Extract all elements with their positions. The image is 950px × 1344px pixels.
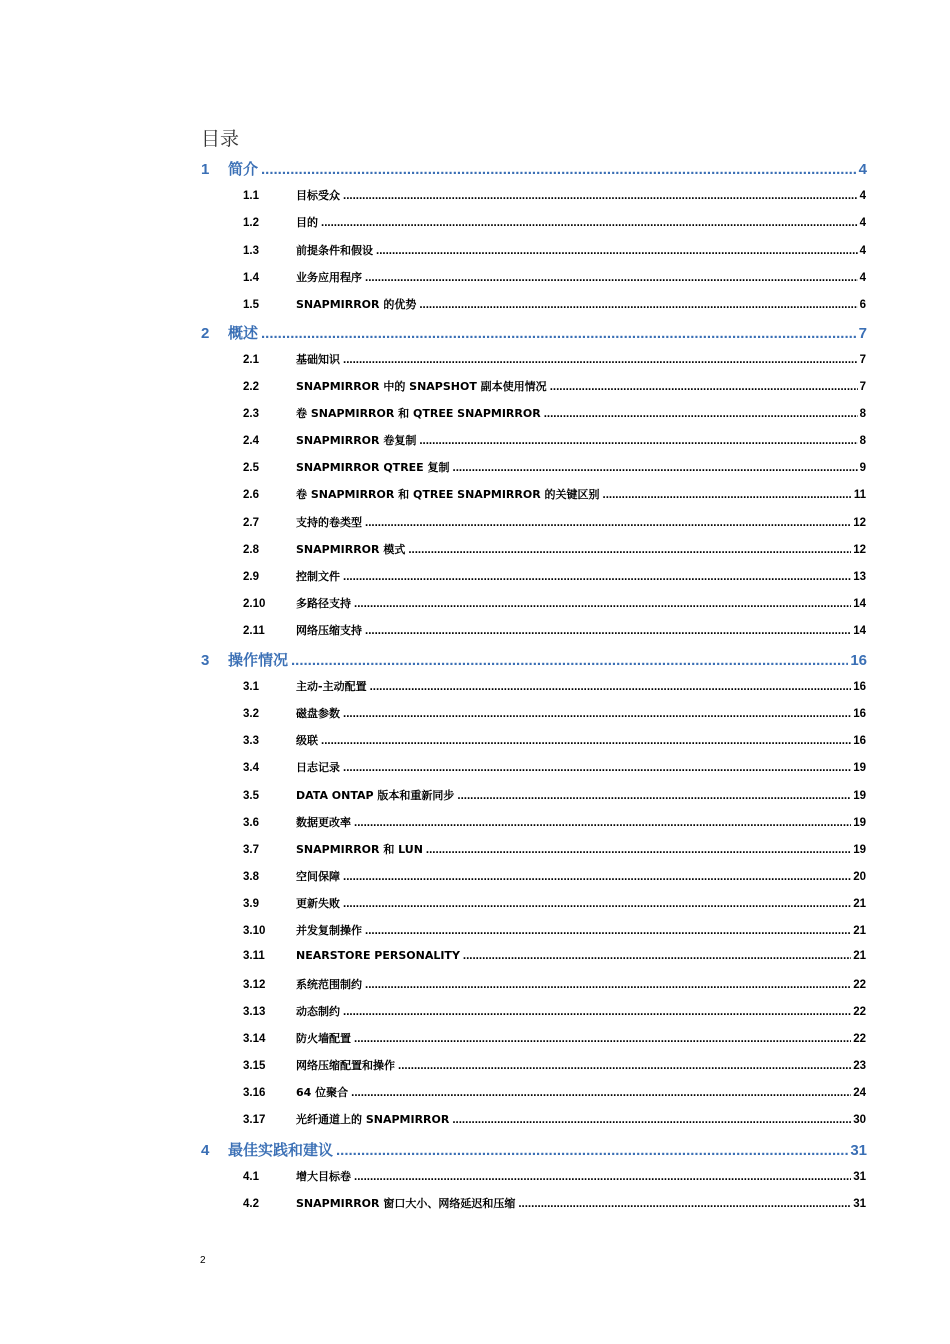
toc-dot-leader [354,598,851,610]
toc-entry-page-number: 20 [853,871,866,883]
toc-entry-page-number: 14 [853,625,866,637]
toc-entry-number: 1.4 [243,272,259,284]
toc-entry-number: 2.9 [243,571,259,583]
toc-entry-title: 网络压缩支持 [296,624,362,637]
toc-entry-title: 动态制约 [296,1005,340,1018]
toc-entry-title: SNAPMIRROR 中的 SNAPSHOT 副本使用情况 [296,380,547,393]
toc-dot-leader [321,217,858,229]
toc-entry-title: 前提条件和假设 [296,244,373,257]
toc-entry-page-number: 4 [858,161,867,178]
toc-dot-leader [453,462,858,474]
toc-entry-number: 2.10 [243,598,266,610]
toc-entry-number: 1.3 [243,245,259,257]
toc-entry-number: 2.3 [243,408,259,420]
toc-dot-leader [365,517,851,529]
toc-entry-number: 2 [201,325,210,342]
toc-dot-leader [343,898,851,910]
toc-dot-leader [261,161,857,178]
toc-entry-page-number: 22 [853,979,866,991]
toc-entry-title: 操作情况 [228,651,289,669]
toc-dot-leader [336,1142,848,1159]
toc-dot-leader [321,735,851,747]
toc-entry-title: 数据更改率 [296,816,351,829]
toc-chapter-link[interactable] [201,158,867,179]
toc-entry-number: 3.6 [243,817,259,829]
toc-entry-number: 4.1 [243,1171,259,1183]
toc-dot-leader [365,625,851,637]
toc-dot-leader [550,381,858,393]
toc-entry-number: 3.9 [243,898,259,910]
toc-dot-leader [603,489,852,501]
toc-entry-page-number: 22 [853,1033,866,1045]
toc-entry-page-number: 4 [859,190,866,202]
toc-dot-leader [343,190,858,202]
toc-entry-number: 2.8 [243,544,259,556]
toc-entry-page-number: 21 [853,898,866,910]
toc-section-link[interactable] [243,705,866,721]
toc-entry-number: 1.5 [243,299,259,311]
toc-entry-title: NEARSTORE PERSONALITY [296,949,460,962]
toc-entry-page-number: 9 [859,462,866,474]
toc-entry-title: 级联 [296,734,318,747]
toc-entry-number: 3.10 [243,925,266,937]
toc-dot-leader [398,1060,851,1072]
toc-entry-title: 日志记录 [296,761,340,774]
toc-entry-number: 3.2 [243,708,259,720]
toc-dot-leader [463,950,851,962]
toc-section-link[interactable] [243,296,866,312]
toc-entry-title: 空间保障 [296,870,340,883]
toc-entry-title: 最佳实践和建议 [228,1141,334,1159]
toc-entry-title: 64 位聚合 [296,1086,349,1099]
toc-entry-number: 3.8 [243,871,259,883]
toc-entry-page-number: 16 [853,708,866,720]
toc-section-link[interactable] [243,895,866,911]
toc-entry-page-number: 21 [853,925,866,937]
toc-entry-page-number: 14 [853,598,866,610]
toc-dot-leader [343,571,851,583]
toc-section-link[interactable] [243,1003,866,1019]
toc-chapter-link[interactable] [201,1139,867,1160]
toc-entry-number: 1 [201,161,210,178]
toc-entry-number: 3.5 [243,790,259,802]
toc-entry-title: SNAPMIRROR 模式 [296,543,406,556]
toc-entry-title: SNAPMIRROR 卷复制 [296,434,417,447]
toc-section-link[interactable] [243,1084,866,1100]
toc-entry-title: 网络压缩配置和操作 [296,1059,395,1072]
toc-dot-leader [354,1171,851,1183]
toc-dot-leader [426,844,851,856]
toc-entry-title: SNAPMIRROR QTREE 复制 [296,461,450,474]
toc-entry-title: 多路径支持 [296,597,351,610]
toc-dot-leader [261,325,857,342]
toc-dot-leader [354,1033,851,1045]
toc-section-link[interactable] [243,976,866,992]
toc-entry-page-number: 12 [853,517,866,529]
toc-entry-title: 基础知识 [296,353,340,366]
toc-entry-number: 3.13 [243,1006,266,1018]
toc-entry-page-number: 4 [859,217,866,229]
toc-entry-title: 支持的卷类型 [296,516,362,529]
toc-section-link[interactable] [243,405,866,421]
toc-dot-leader [452,1114,851,1126]
toc-entry-number: 1.2 [243,217,259,229]
toc-section-link[interactable] [243,787,866,803]
toc-entry-title: 简介 [228,160,259,178]
toc-dot-leader [457,790,851,802]
toc-dot-leader [351,1087,851,1099]
toc-section-link[interactable] [243,214,866,230]
toc-entry-number: 2.6 [243,489,259,501]
toc-entry-page-number: 23 [853,1060,866,1072]
toc-section-link[interactable] [243,678,866,694]
toc-section-link[interactable] [243,514,866,530]
toc-dot-leader [343,762,851,774]
toc-dot-leader [518,1198,851,1210]
toc-entry-title: SNAPMIRROR 窗口大小、网络延迟和压缩 [296,1197,516,1210]
toc-entry-number: 3.17 [243,1114,266,1126]
toc-section-link[interactable] [243,351,866,367]
toc-entry-page-number: 31 [853,1198,866,1210]
toc-entry-title: 光纤通道上的 SNAPMIRROR [296,1113,450,1126]
toc-entry-title: 更新失败 [296,897,340,910]
toc-entry-page-number: 19 [853,762,866,774]
toc-dot-leader [365,925,851,937]
toc-section-link[interactable] [243,459,866,475]
toc-entry-number: 4 [201,1142,210,1159]
toc-entry-number: 2.2 [243,381,259,393]
toc-entry-page-number: 4 [859,272,866,284]
toc-entry-page-number: 8 [859,435,866,447]
toc-section-link[interactable] [243,922,866,938]
toc-section-link[interactable] [243,541,866,557]
toc-dot-leader [544,408,858,420]
toc-section-link[interactable] [243,841,866,857]
toc-section-link[interactable] [243,187,866,203]
toc-dot-leader [419,435,857,447]
toc-entry-number: 3.15 [243,1060,266,1072]
toc-entry-title: 目标受众 [296,189,340,202]
toc-entry-title: 卷 SNAPMIRROR 和 QTREE SNAPMIRROR [296,407,541,420]
toc-section-link[interactable] [243,242,866,258]
toc-entry-number: 3 [201,652,210,669]
toc-dot-leader [419,299,857,311]
toc-dot-leader [343,1006,851,1018]
toc-entry-title: DATA ONTAP 版本和重新同步 [296,789,455,802]
toc-entry-number: 3.16 [243,1087,266,1099]
toc-entry-page-number: 7 [859,381,866,393]
toc-entry-page-number: 16 [853,735,866,747]
toc-entry-number: 3.3 [243,735,259,747]
toc-entry-page-number: 16 [853,681,866,693]
toc-dot-leader [365,979,851,991]
toc-entry-title: 控制文件 [296,570,340,583]
toc-section-link[interactable] [243,814,866,830]
toc-entry-page-number: 13 [853,571,866,583]
toc-section-link[interactable] [243,1030,866,1046]
toc-dot-leader [354,817,851,829]
toc-entry-title: 防火墙配置 [296,1032,351,1045]
toc-heading: 目录 [201,128,240,150]
toc-dot-leader [370,681,852,693]
toc-section-link[interactable] [243,868,866,884]
toc-entry-number: 3.7 [243,844,259,856]
toc-chapter-link[interactable] [201,322,867,343]
toc-entry-page-number: 11 [853,489,866,501]
toc-dot-leader [408,544,851,556]
toc-entry-number: 3.14 [243,1033,266,1045]
toc-entry-number: 3.11 [243,950,265,962]
toc-entry-page-number: 31 [850,1142,867,1159]
toc-section-link[interactable] [243,1111,866,1127]
toc-section-link[interactable] [243,432,866,448]
toc-section-link[interactable] [243,732,866,748]
toc-entry-number: 2.11 [243,625,265,637]
toc-dot-leader [291,652,848,669]
toc-entry-page-number: 21 [853,950,866,962]
toc-entry-title: 并发复制操作 [296,924,362,937]
toc-entry-page-number: 8 [859,408,866,420]
toc-dot-leader [343,354,858,366]
toc-entry-page-number: 24 [853,1087,866,1099]
toc-entry-number: 2.1 [243,354,259,366]
toc-entry-number: 3.12 [243,979,266,991]
toc-entry-title: 目的 [296,216,318,229]
toc-entry-title: 主动-主动配置 [296,680,367,693]
toc-entry-title: 磁盘参数 [296,707,340,720]
toc-entry-page-number: 30 [853,1114,866,1126]
toc-dot-leader [376,245,858,257]
toc-dot-leader [365,272,858,284]
toc-entry-number: 2.4 [243,435,259,447]
toc-section-link[interactable] [243,1168,866,1184]
toc-entry-page-number: 19 [853,844,866,856]
toc-entry-title: 概述 [228,324,259,342]
toc-entry-page-number: 4 [859,245,866,257]
toc-entry-page-number: 7 [858,325,867,342]
toc-section-link[interactable] [243,486,866,502]
toc-dot-leader [343,871,851,883]
toc-section-link[interactable] [243,949,866,962]
toc-section-link[interactable] [243,1057,866,1073]
toc-entry-title: 增大目标卷 [296,1170,351,1183]
toc-entry-page-number: 6 [859,299,866,311]
toc-entry-page-number: 31 [853,1171,866,1183]
toc-section-link[interactable] [243,595,866,611]
toc-entry-page-number: 16 [850,652,867,669]
toc-section-link[interactable] [243,622,866,638]
toc-section-link[interactable] [243,269,866,285]
toc-section-link[interactable] [243,759,866,775]
toc-entry-number: 3.1 [243,681,259,693]
toc-entry-number: 2.7 [243,517,259,529]
toc-entry-page-number: 7 [859,354,866,366]
toc-entry-title: SNAPMIRROR 和 LUN [296,843,423,856]
toc-entry-page-number: 19 [853,817,866,829]
toc-entry-number: 3.4 [243,762,259,774]
toc-entry-number: 2.5 [243,462,259,474]
toc-entry-page-number: 12 [853,544,866,556]
toc-entry-page-number: 22 [853,1006,866,1018]
toc-entry-number: 4.2 [243,1198,259,1210]
toc-entry-title: 业务应用程序 [296,271,362,284]
toc-section-link[interactable] [243,378,866,394]
toc-section-link[interactable] [243,1195,866,1211]
toc-entry-title: 系统范围制约 [296,978,362,991]
toc-entry-page-number: 19 [853,790,866,802]
toc-dot-leader [343,708,851,720]
page-number: 2 [200,1255,206,1266]
toc-entry-title: 卷 SNAPMIRROR 和 QTREE SNAPMIRROR 的关键区别 [296,488,600,501]
toc-section-link[interactable] [243,568,866,584]
toc-entry-title: SNAPMIRROR 的优势 [296,298,417,311]
toc-entry-number: 1.1 [243,190,259,202]
toc-chapter-link[interactable] [201,649,867,670]
